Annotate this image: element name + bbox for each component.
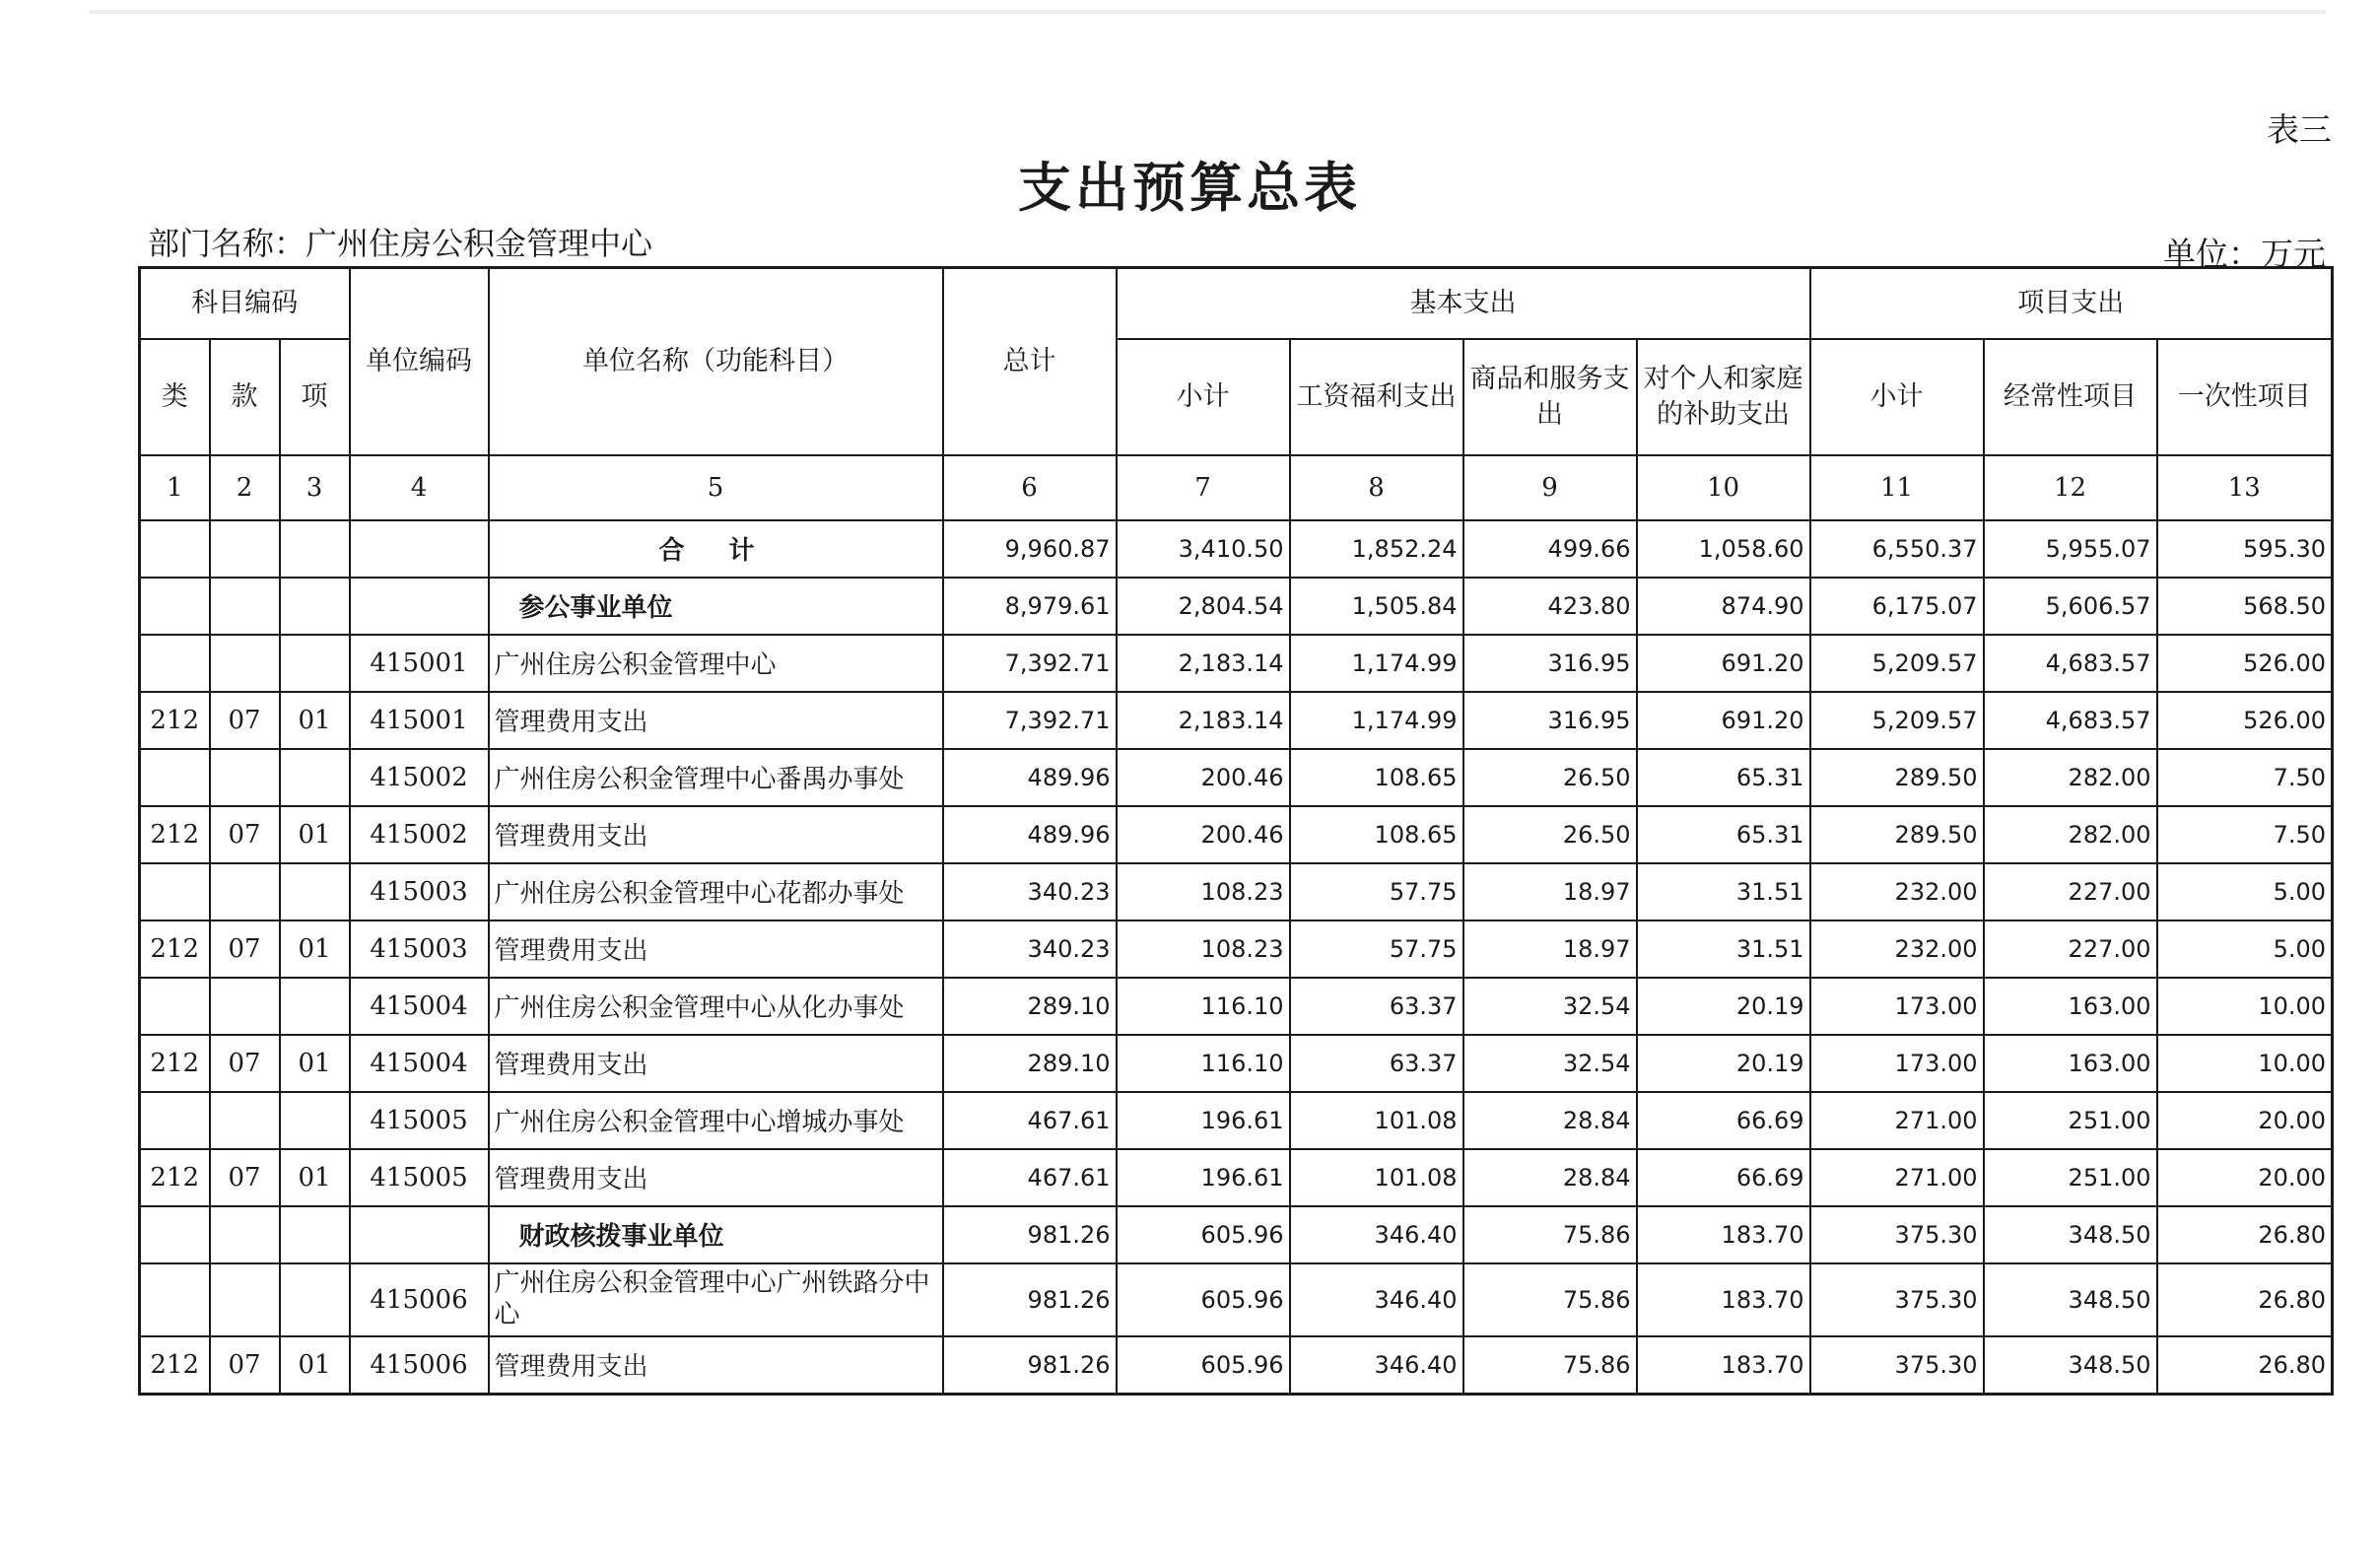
table-row [140,1035,2333,1092]
cell-personal-subsidy: 183.70 [1637,1263,1810,1336]
cell-regular-projects: 282.00 [1984,749,2157,806]
cell-unit-name: 管理费用支出 [489,1035,943,1092]
cell-regular-projects: 4,683.57 [1984,635,2157,692]
cell-project-subtotal: 232.00 [1810,863,1984,920]
cell-wages: 1,174.99 [1290,635,1463,692]
cell-lei [140,978,210,1035]
cell-wages: 57.75 [1290,863,1463,920]
cell-project-subtotal: 271.00 [1810,1092,1984,1149]
cell-onetime-projects: 526.00 [2157,692,2333,749]
cell-personal-subsidy: 691.20 [1637,692,1810,749]
total-row [140,520,2333,578]
header-basic-subtotal: 小计 [1117,339,1290,455]
header-lei: 类 [140,339,210,455]
cell-regular-projects: 4,683.57 [1984,692,2157,749]
cell-kuan [210,863,280,920]
col-index: 2 [210,455,280,520]
col-index: 5 [489,455,943,520]
cell-total: 289.10 [943,1035,1117,1092]
cell-unit-code: 415003 [350,920,489,978]
cell-wages: 108.65 [1290,806,1463,863]
cell-total: 8,979.61 [943,578,1117,635]
cell-basic-subtotal: 605.96 [1117,1263,1290,1336]
cell-lei: 212 [140,1336,210,1395]
cell-unit-name: 管理费用支出 [489,806,943,863]
cell-goods-services: 32.54 [1463,1035,1637,1092]
cell-xiang: 01 [280,1336,350,1395]
cell-personal-subsidy: 874.90 [1637,578,1810,635]
cell-unit-code [350,520,489,578]
cell-personal-subsidy: 183.70 [1637,1336,1810,1395]
cell-kuan [210,1092,280,1149]
cell-regular-projects: 282.00 [1984,806,2157,863]
cell-onetime-projects: 20.00 [2157,1149,2333,1206]
cell-unit-name: 广州住房公积金管理中心番禺办事处 [489,749,943,806]
cell-onetime-projects: 26.80 [2157,1206,2333,1263]
cell-basic-subtotal: 3,410.50 [1117,520,1290,578]
cell-unit-name: 广州住房公积金管理中心广州铁路分中心 [489,1263,943,1336]
cell-total: 489.96 [943,806,1117,863]
cell-goods-services: 28.84 [1463,1092,1637,1149]
cell-unit-name: 管理费用支出 [489,1149,943,1206]
cell-xiang [280,520,350,578]
cell-unit-name: 广州住房公积金管理中心 [489,635,943,692]
cell-personal-subsidy: 66.69 [1637,1149,1810,1206]
table-row [140,806,2333,863]
cell-onetime-projects: 5.00 [2157,920,2333,978]
cell-basic-subtotal: 200.46 [1117,806,1290,863]
cell-unit-code: 415005 [350,1092,489,1149]
cell-kuan [210,1206,280,1263]
cell-project-subtotal: 6,550.37 [1810,520,1984,578]
cell-xiang [280,578,350,635]
cell-goods-services: 75.86 [1463,1263,1637,1336]
col-index: 9 [1463,455,1637,520]
table-row [140,1263,2333,1336]
department-label: 部门名称：广州住房公积金管理中心 [148,225,653,262]
col-index: 3 [280,455,350,520]
cell-unit-name: 管理费用支出 [489,920,943,978]
cell-wages: 57.75 [1290,920,1463,978]
cell-personal-subsidy: 691.20 [1637,635,1810,692]
cell-basic-subtotal: 196.61 [1117,1149,1290,1206]
cell-lei: 212 [140,1035,210,1092]
expenditure-budget-table [138,266,2334,1396]
cell-regular-projects: 227.00 [1984,920,2157,978]
cell-regular-projects: 348.50 [1984,1336,2157,1395]
cell-project-subtotal: 173.00 [1810,978,1984,1035]
cell-onetime-projects: 10.00 [2157,1035,2333,1092]
cell-total: 289.10 [943,978,1117,1035]
cell-wages: 1,852.24 [1290,520,1463,578]
cell-unit-name: 参公事业单位 [489,578,943,635]
cell-unit-name: 管理费用支出 [489,692,943,749]
cell-unit-name: 管理费用支出 [489,1336,943,1395]
cell-lei: 212 [140,1149,210,1206]
cell-kuan: 07 [210,920,280,978]
col-index: 1 [140,455,210,520]
cell-goods-services: 28.84 [1463,1149,1637,1206]
cell-kuan: 07 [210,806,280,863]
cell-unit-name: 广州住房公积金管理中心从化办事处 [489,978,943,1035]
cell-lei [140,749,210,806]
cell-regular-projects: 348.50 [1984,1263,2157,1336]
table-row [140,1149,2333,1206]
table-number: 表三 [2267,110,2332,149]
col-index: 13 [2157,455,2333,520]
cell-personal-subsidy: 20.19 [1637,1035,1810,1092]
cell-total: 340.23 [943,920,1117,978]
cell-personal-subsidy: 66.69 [1637,1092,1810,1149]
cell-kuan: 07 [210,1336,280,1395]
cell-project-subtotal: 289.50 [1810,806,1984,863]
cell-kuan [210,1263,280,1336]
cell-project-subtotal: 271.00 [1810,1149,1984,1206]
header-subject-code: 科目编码 [140,268,350,339]
header-onetime-projects: 一次性项目 [2157,339,2333,455]
cell-personal-subsidy: 65.31 [1637,806,1810,863]
cell-xiang [280,1092,350,1149]
cell-total: 981.26 [943,1206,1117,1263]
cell-goods-services: 18.97 [1463,863,1637,920]
cell-total: 981.26 [943,1263,1117,1336]
cell-unit-code: 415001 [350,635,489,692]
cell-onetime-projects: 5.00 [2157,863,2333,920]
cell-project-subtotal: 289.50 [1810,749,1984,806]
cell-goods-services: 316.95 [1463,635,1637,692]
cell-wages: 108.65 [1290,749,1463,806]
cell-wages: 346.40 [1290,1336,1463,1395]
cell-personal-subsidy: 31.51 [1637,920,1810,978]
cell-wages: 1,174.99 [1290,692,1463,749]
cell-kuan: 07 [210,692,280,749]
cell-xiang: 01 [280,920,350,978]
cell-wages: 63.37 [1290,1035,1463,1092]
col-index: 6 [943,455,1117,520]
cell-unit-code: 415004 [350,978,489,1035]
cell-total: 981.26 [943,1336,1117,1395]
cell-goods-services: 18.97 [1463,920,1637,978]
column-index-row [140,455,2333,520]
col-index: 12 [1984,455,2157,520]
header-basic-expenditure: 基本支出 [1117,268,1810,339]
cell-goods-services: 423.80 [1463,578,1637,635]
cell-onetime-projects: 526.00 [2157,635,2333,692]
cell-personal-subsidy: 65.31 [1637,749,1810,806]
cell-project-subtotal: 375.30 [1810,1336,1984,1395]
cell-basic-subtotal: 605.96 [1117,1336,1290,1395]
col-index: 4 [350,455,489,520]
table-row [140,749,2333,806]
table-row [140,578,2333,635]
cell-goods-services: 26.50 [1463,806,1637,863]
cell-xiang [280,978,350,1035]
cell-goods-services: 75.86 [1463,1206,1637,1263]
header-kuan: 款 [210,339,280,455]
cell-regular-projects: 227.00 [1984,863,2157,920]
cell-xiang [280,1263,350,1336]
cell-lei [140,520,210,578]
table-row [140,635,2333,692]
cell-lei [140,1092,210,1149]
cell-kuan [210,578,280,635]
header-goods-services: 商品和服务支出 [1463,339,1637,455]
col-index: 11 [1810,455,1984,520]
cell-kuan: 07 [210,1149,280,1206]
cell-total: 7,392.71 [943,635,1117,692]
cell-basic-subtotal: 2,804.54 [1117,578,1290,635]
cell-goods-services: 26.50 [1463,749,1637,806]
cell-xiang: 01 [280,1149,350,1206]
header-total: 总计 [943,268,1117,455]
cell-goods-services: 75.86 [1463,1336,1637,1395]
header-unit-code: 单位编码 [350,268,489,455]
cell-unit-code: 415003 [350,863,489,920]
cell-unit-name: 广州住房公积金管理中心增城办事处 [489,1092,943,1149]
cell-unit-code: 415001 [350,692,489,749]
cell-project-subtotal: 232.00 [1810,920,1984,978]
header-regular-projects: 经常性项目 [1984,339,2157,455]
cell-xiang [280,635,350,692]
cell-project-subtotal: 375.30 [1810,1263,1984,1336]
cell-wages: 101.08 [1290,1092,1463,1149]
cell-unit-code: 415004 [350,1035,489,1092]
cell-unit-code [350,578,489,635]
cell-onetime-projects: 26.80 [2157,1336,2333,1395]
col-index: 10 [1637,455,1810,520]
cell-lei [140,1206,210,1263]
cell-lei [140,1263,210,1336]
cell-regular-projects: 348.50 [1984,1206,2157,1263]
cell-lei: 212 [140,692,210,749]
table-row [140,1092,2333,1149]
cell-basic-subtotal: 108.23 [1117,920,1290,978]
cell-basic-subtotal: 108.23 [1117,863,1290,920]
cell-total: 467.61 [943,1092,1117,1149]
cell-xiang: 01 [280,806,350,863]
cell-wages: 1,505.84 [1290,578,1463,635]
col-index: 7 [1117,455,1290,520]
col-index: 8 [1290,455,1463,520]
cell-kuan [210,978,280,1035]
cell-total: 340.23 [943,863,1117,920]
cell-personal-subsidy: 183.70 [1637,1206,1810,1263]
cell-unit-code: 415006 [350,1336,489,1395]
header-project-subtotal: 小计 [1810,339,1984,455]
cell-unit-code: 415002 [350,749,489,806]
cell-unit-name: 合 计 [489,520,943,578]
cell-basic-subtotal: 605.96 [1117,1206,1290,1263]
cell-unit-code: 415002 [350,806,489,863]
header-xiang: 项 [280,339,350,455]
table-row [140,1336,2333,1395]
cell-onetime-projects: 26.80 [2157,1263,2333,1336]
cell-regular-projects: 163.00 [1984,1035,2157,1092]
cell-regular-projects: 5,955.07 [1984,520,2157,578]
cell-kuan [210,520,280,578]
cell-unit-code [350,1206,489,1263]
cell-xiang [280,863,350,920]
cell-project-subtotal: 375.30 [1810,1206,1984,1263]
page-title: 支出预算总表 [1018,157,1361,219]
table-row [140,920,2333,978]
cell-personal-subsidy: 31.51 [1637,863,1810,920]
cell-project-subtotal: 173.00 [1810,1035,1984,1092]
cell-onetime-projects: 20.00 [2157,1092,2333,1149]
cell-total: 467.61 [943,1149,1117,1206]
scan-top-edge [89,10,2326,14]
cell-lei [140,635,210,692]
cell-unit-name: 财政核拨事业单位 [489,1206,943,1263]
cell-lei: 212 [140,806,210,863]
cell-unit-code: 415006 [350,1263,489,1336]
cell-wages: 346.40 [1290,1206,1463,1263]
unit-label: 单位：万元 [2163,235,2326,273]
cell-total: 489.96 [943,749,1117,806]
cell-lei [140,863,210,920]
cell-total: 7,392.71 [943,692,1117,749]
cell-xiang: 01 [280,692,350,749]
cell-goods-services: 32.54 [1463,978,1637,1035]
header-project-expenditure: 项目支出 [1810,268,2333,339]
table-row [140,692,2333,749]
cell-onetime-projects: 568.50 [2157,578,2333,635]
cell-unit-name: 广州住房公积金管理中心花都办事处 [489,863,943,920]
cell-wages: 346.40 [1290,1263,1463,1336]
cell-basic-subtotal: 116.10 [1117,978,1290,1035]
cell-basic-subtotal: 2,183.14 [1117,692,1290,749]
cell-regular-projects: 163.00 [1984,978,2157,1035]
cell-regular-projects: 5,606.57 [1984,578,2157,635]
cell-kuan [210,749,280,806]
cell-wages: 101.08 [1290,1149,1463,1206]
cell-regular-projects: 251.00 [1984,1149,2157,1206]
table-row [140,978,2333,1035]
cell-onetime-projects: 595.30 [2157,520,2333,578]
cell-xiang [280,749,350,806]
cell-personal-subsidy: 1,058.60 [1637,520,1810,578]
cell-onetime-projects: 7.50 [2157,806,2333,863]
header-wages: 工资福利支出 [1290,339,1463,455]
cell-kuan: 07 [210,1035,280,1092]
header-unit-name: 单位名称（功能科目） [489,268,943,455]
cell-basic-subtotal: 2,183.14 [1117,635,1290,692]
cell-personal-subsidy: 20.19 [1637,978,1810,1035]
cell-basic-subtotal: 116.10 [1117,1035,1290,1092]
cell-onetime-projects: 10.00 [2157,978,2333,1035]
cell-wages: 63.37 [1290,978,1463,1035]
cell-kuan [210,635,280,692]
cell-goods-services: 499.66 [1463,520,1637,578]
cell-project-subtotal: 5,209.57 [1810,692,1984,749]
cell-unit-code: 415005 [350,1149,489,1206]
cell-basic-subtotal: 196.61 [1117,1092,1290,1149]
cell-project-subtotal: 5,209.57 [1810,635,1984,692]
table-row [140,1206,2333,1263]
cell-basic-subtotal: 200.46 [1117,749,1290,806]
cell-xiang [280,1206,350,1263]
cell-regular-projects: 251.00 [1984,1092,2157,1149]
cell-total: 9,960.87 [943,520,1117,578]
cell-goods-services: 316.95 [1463,692,1637,749]
cell-onetime-projects: 7.50 [2157,749,2333,806]
cell-xiang: 01 [280,1035,350,1092]
table-row [140,863,2333,920]
header-personal-subsidy: 对个人和家庭的补助支出 [1637,339,1810,455]
cell-lei [140,578,210,635]
cell-lei: 212 [140,920,210,978]
cell-project-subtotal: 6,175.07 [1810,578,1984,635]
